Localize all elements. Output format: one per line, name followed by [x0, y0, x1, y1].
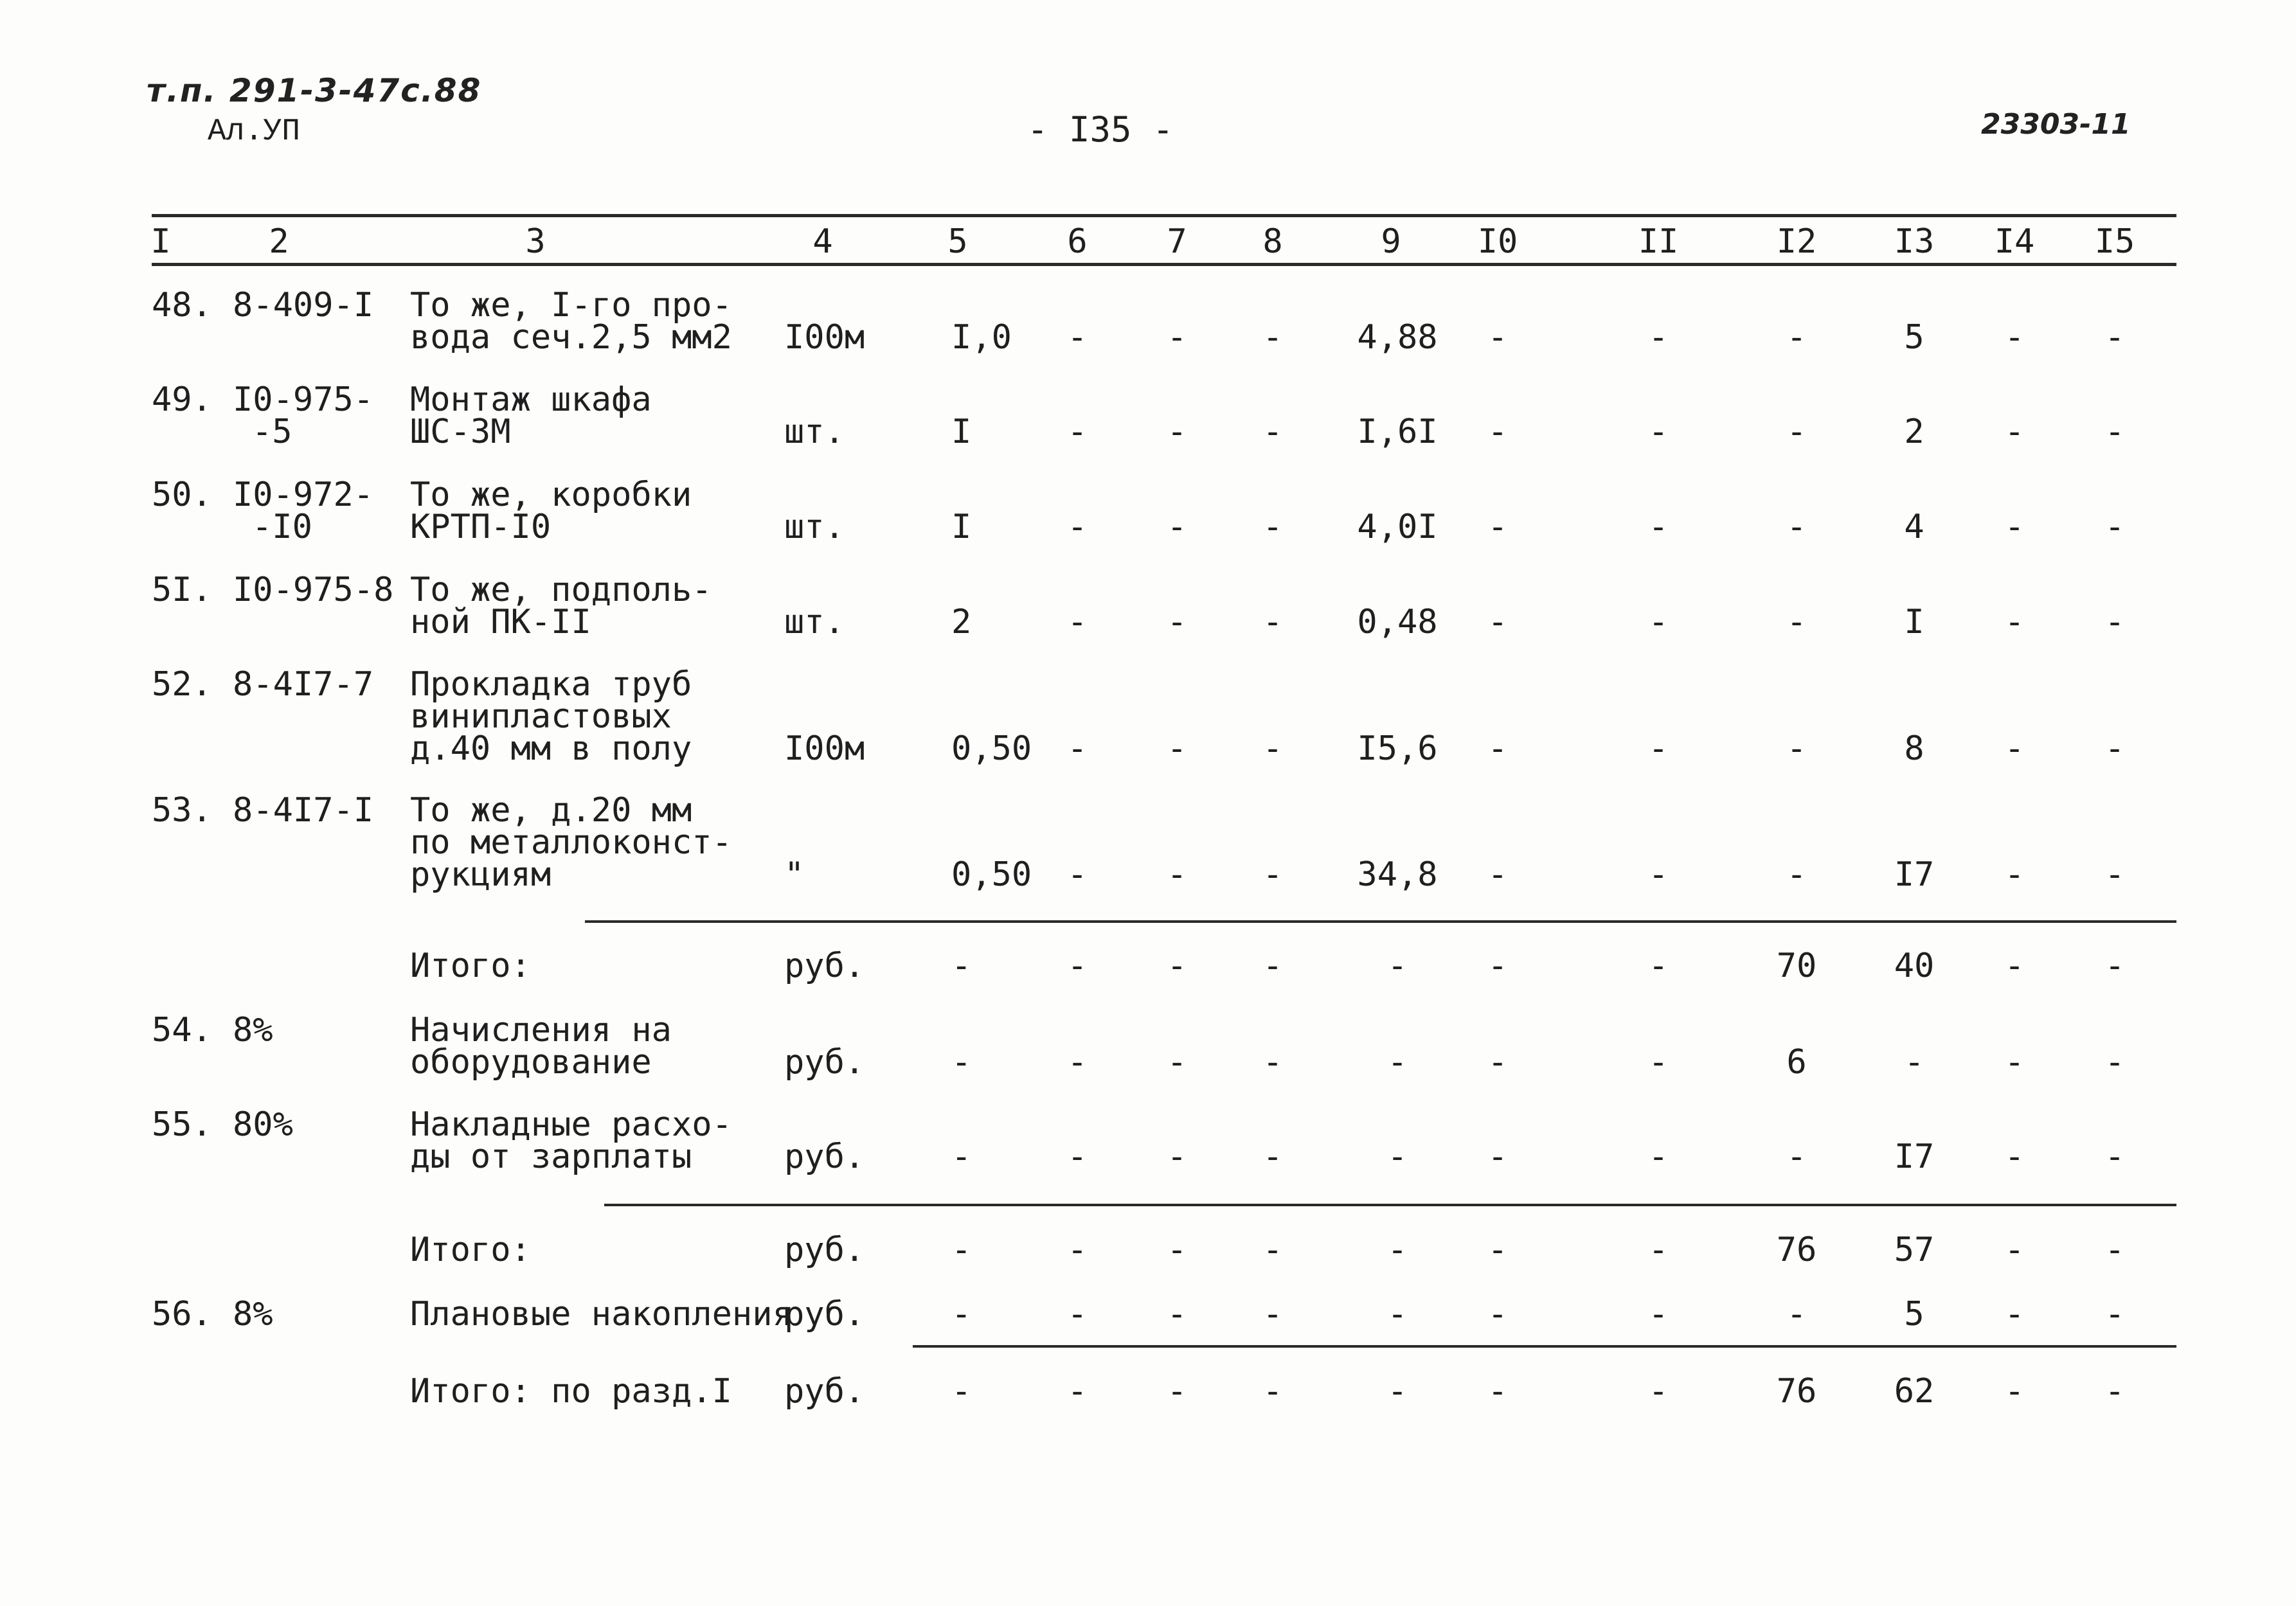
rate-code: -5 — [252, 413, 292, 451]
row-description: То же, подполь- — [410, 571, 712, 609]
value-col-11: - — [1648, 947, 1669, 985]
value-col-9: I,6I — [1357, 413, 1438, 451]
column-header-13: I3 — [1894, 222, 1935, 261]
value-col-12: - — [1786, 603, 1807, 641]
column-header-12: I2 — [1776, 222, 1817, 261]
row-description: КРТП-I0 — [410, 508, 552, 546]
row-description: Прокладка труб — [410, 665, 692, 704]
row-description: винипластовых — [410, 697, 672, 736]
row-description: ды от зарплаты — [410, 1138, 692, 1176]
value-col-7: - — [1167, 1295, 1187, 1334]
value-col-10: - — [1487, 318, 1508, 357]
value-col-15: - — [2104, 855, 2125, 894]
value-col-8: - — [1262, 603, 1283, 641]
value-col-9: I5,6 — [1357, 729, 1438, 768]
rate-code: I0-975- — [233, 380, 374, 419]
unit-cell: руб. — [784, 1295, 865, 1334]
value-col-9: - — [1387, 1295, 1408, 1334]
rate-code: 8-4I7-7 — [233, 665, 374, 704]
value-col-15: - — [2104, 318, 2125, 357]
value-col-7: - — [1167, 603, 1187, 641]
value-col-10: - — [1487, 508, 1508, 546]
value-col-10: - — [1487, 1231, 1508, 1269]
value-col-12: - — [1786, 855, 1807, 894]
rate-code: 80% — [233, 1105, 293, 1144]
value-col-8: - — [1262, 1372, 1283, 1411]
row-description: Итого: — [410, 947, 531, 985]
value-col-13: 57 — [1894, 1231, 1935, 1269]
value-col-10: - — [1487, 413, 1508, 451]
value-col-11: - — [1648, 855, 1669, 894]
value-col-11: - — [1648, 318, 1669, 357]
value-col-12: 70 — [1776, 947, 1817, 985]
value-col-12: - — [1786, 729, 1807, 768]
value-col-10: - — [1487, 603, 1508, 641]
unit-cell: шт. — [784, 413, 845, 451]
row-number: 5I. — [152, 571, 212, 609]
row-number: 48. — [152, 286, 212, 325]
value-col-13: 5 — [1904, 318, 1924, 357]
column-header-9: 9 — [1381, 222, 1401, 261]
value-col-6: - — [1067, 508, 1088, 546]
row-number: 56. — [152, 1295, 212, 1334]
unit-cell: руб. — [784, 947, 865, 985]
value-col-15: - — [2104, 603, 2125, 641]
row-description: Плановые накопления — [410, 1295, 793, 1334]
value-col-8: - — [1262, 1295, 1283, 1334]
value-col-13: I7 — [1894, 855, 1935, 894]
value-col-14: - — [2004, 603, 2025, 641]
value-col-12: - — [1786, 318, 1807, 357]
value-col-14: - — [2004, 1372, 2025, 1411]
row-description: Накладные расхо- — [410, 1105, 732, 1144]
value-col-11: - — [1648, 1372, 1669, 1411]
value-col-10: - — [1487, 1138, 1508, 1176]
value-col-10: - — [1487, 1295, 1508, 1334]
value-col-13: I — [1904, 603, 1924, 641]
row-description: То же, I-го про- — [410, 286, 732, 325]
value-col-15: - — [2104, 947, 2125, 985]
column-header-10: I0 — [1477, 222, 1518, 261]
row-description: оборудование — [410, 1043, 652, 1082]
value-col-13: 62 — [1894, 1372, 1935, 1411]
value-col-14: - — [2004, 318, 2025, 357]
value-col-6: - — [1067, 855, 1088, 894]
value-col-8: - — [1262, 413, 1283, 451]
page-number: - I35 - — [1027, 109, 1174, 150]
value-col-14: - — [2004, 1231, 2025, 1269]
subtotal-rule-1 — [585, 920, 2176, 923]
value-col-7: - — [1167, 508, 1187, 546]
value-col-14: - — [2004, 1138, 2025, 1176]
value-col-8: - — [1262, 1138, 1283, 1176]
row-description: Итого: — [410, 1231, 531, 1269]
value-col-7: - — [1167, 855, 1187, 894]
value-col-10: - — [1487, 947, 1508, 985]
quantity-cell: I,0 — [951, 318, 1012, 357]
value-col-15: - — [2104, 1372, 2125, 1411]
row-description: Итого: по разд.I — [410, 1372, 732, 1411]
column-header-14: I4 — [1994, 222, 2035, 261]
quantity-cell: 2 — [951, 603, 972, 641]
value-col-9: 0,48 — [1357, 603, 1438, 641]
value-col-10: - — [1487, 1372, 1508, 1411]
project-code: т.п. 291-3-47с.88 — [147, 72, 482, 109]
header-bottom-rule — [152, 263, 2176, 266]
column-header-4: 4 — [812, 222, 833, 261]
row-number: 55. — [152, 1105, 212, 1144]
quantity-cell: - — [951, 1372, 972, 1411]
value-col-8: - — [1262, 729, 1283, 768]
value-col-14: - — [2004, 1043, 2025, 1082]
value-col-11: - — [1648, 603, 1669, 641]
rate-code: 8-409-I — [233, 286, 374, 325]
row-description: ШС-3М — [410, 413, 511, 451]
value-col-6: - — [1067, 1295, 1088, 1334]
value-col-8: - — [1262, 508, 1283, 546]
document-number: 23303-11 — [1981, 108, 2131, 141]
value-col-9: - — [1387, 1231, 1408, 1269]
value-col-7: - — [1167, 413, 1187, 451]
quantity-cell: - — [951, 947, 972, 985]
value-col-10: - — [1487, 855, 1508, 894]
value-col-8: - — [1262, 1043, 1283, 1082]
value-col-7: - — [1167, 1231, 1187, 1269]
unit-cell: I00м — [784, 318, 865, 357]
column-header-11: II — [1638, 222, 1679, 261]
value-col-14: - — [2004, 1295, 2025, 1334]
rate-code: -I0 — [252, 508, 312, 546]
unit-cell: руб. — [784, 1043, 865, 1082]
value-col-11: - — [1648, 1295, 1669, 1334]
column-header-3: 3 — [525, 222, 546, 261]
value-col-13: - — [1904, 1043, 1924, 1082]
value-col-9: 34,8 — [1357, 855, 1438, 894]
column-header-2: 2 — [269, 222, 289, 261]
row-description: Монтаж шкафа — [410, 380, 652, 419]
quantity-cell: I — [951, 508, 972, 546]
value-col-14: - — [2004, 947, 2025, 985]
value-col-11: - — [1648, 1138, 1669, 1176]
value-col-15: - — [2104, 1043, 2125, 1082]
value-col-12: 76 — [1776, 1231, 1817, 1269]
value-col-6: - — [1067, 413, 1088, 451]
row-description: ной ПК-II — [410, 603, 591, 641]
value-col-12: 76 — [1776, 1372, 1817, 1411]
value-col-14: - — [2004, 855, 2025, 894]
value-col-12: - — [1786, 1138, 1807, 1176]
row-description: д.40 мм в полу — [410, 729, 692, 768]
value-col-13: 40 — [1894, 947, 1935, 985]
quantity-cell: - — [951, 1231, 972, 1269]
value-col-12: 6 — [1786, 1043, 1807, 1082]
value-col-6: - — [1067, 729, 1088, 768]
quantity-cell: - — [951, 1043, 972, 1082]
quantity-cell: - — [951, 1295, 972, 1334]
value-col-6: - — [1067, 1138, 1088, 1176]
unit-cell: руб. — [784, 1231, 865, 1269]
value-col-13: 4 — [1904, 508, 1924, 546]
value-col-7: - — [1167, 318, 1187, 357]
unit-cell: шт. — [784, 508, 845, 546]
rate-code: 8% — [233, 1295, 273, 1334]
quantity-cell: I — [951, 413, 972, 451]
row-number: 52. — [152, 665, 212, 704]
unit-cell: " — [784, 855, 805, 894]
unit-cell: I00м — [784, 729, 865, 768]
value-col-8: - — [1262, 947, 1283, 985]
value-col-14: - — [2004, 413, 2025, 451]
column-header-6: 6 — [1067, 222, 1088, 261]
rate-code: 8% — [233, 1011, 273, 1049]
value-col-15: - — [2104, 729, 2125, 768]
value-col-14: - — [2004, 508, 2025, 546]
value-col-6: - — [1067, 1231, 1088, 1269]
column-header-5: 5 — [947, 222, 968, 261]
row-description: То же, д.20 мм — [410, 791, 692, 830]
value-col-13: 5 — [1904, 1295, 1924, 1334]
table-top-rule — [152, 214, 2176, 217]
value-col-7: - — [1167, 947, 1187, 985]
value-col-15: - — [2104, 413, 2125, 451]
value-col-15: - — [2104, 1231, 2125, 1269]
column-header-8: 8 — [1262, 222, 1283, 261]
value-col-10: - — [1487, 729, 1508, 768]
row-description: по металлоконст- — [410, 823, 732, 862]
value-col-9: - — [1387, 947, 1408, 985]
quantity-cell: 0,50 — [951, 855, 1032, 894]
rate-code: I0-972- — [233, 476, 374, 514]
value-col-8: - — [1262, 1231, 1283, 1269]
value-col-15: - — [2104, 1295, 2125, 1334]
column-header-1: I — [150, 222, 171, 261]
value-col-6: - — [1067, 1043, 1088, 1082]
value-col-11: - — [1648, 413, 1669, 451]
value-col-11: - — [1648, 508, 1669, 546]
value-col-6: - — [1067, 318, 1088, 357]
quantity-cell: - — [951, 1138, 972, 1176]
row-description: То же, коробки — [410, 476, 692, 514]
rate-code: I0-975-8 — [233, 571, 394, 609]
value-col-6: - — [1067, 947, 1088, 985]
value-col-10: - — [1487, 1043, 1508, 1082]
value-col-7: - — [1167, 1043, 1187, 1082]
value-col-7: - — [1167, 729, 1187, 768]
row-description: Начисления на — [410, 1011, 672, 1049]
column-header-15: I5 — [2094, 222, 2135, 261]
value-col-9: - — [1387, 1043, 1408, 1082]
value-col-6: - — [1067, 603, 1088, 641]
value-col-14: - — [2004, 729, 2025, 768]
value-col-13: 2 — [1904, 413, 1924, 451]
row-number: 50. — [152, 476, 212, 514]
row-number: 54. — [152, 1011, 212, 1049]
row-number: 49. — [152, 380, 212, 419]
value-col-11: - — [1648, 1043, 1669, 1082]
unit-cell: шт. — [784, 603, 845, 641]
value-col-9: 4,0I — [1357, 508, 1438, 546]
value-col-7: - — [1167, 1372, 1187, 1411]
value-col-8: - — [1262, 318, 1283, 357]
value-col-11: - — [1648, 1231, 1669, 1269]
value-col-9: - — [1387, 1138, 1408, 1176]
quantity-cell: 0,50 — [951, 729, 1032, 768]
value-col-13: 8 — [1904, 729, 1924, 768]
value-col-8: - — [1262, 855, 1283, 894]
row-description: рукциям — [410, 855, 552, 894]
row-number: 53. — [152, 791, 212, 830]
value-col-15: - — [2104, 1138, 2125, 1176]
value-col-7: - — [1167, 1138, 1187, 1176]
unit-cell: руб. — [784, 1372, 865, 1411]
value-col-15: - — [2104, 508, 2125, 546]
value-col-12: - — [1786, 508, 1807, 546]
row-description: вода сеч.2,5 мм2 — [410, 318, 732, 357]
value-col-9: 4,88 — [1357, 318, 1438, 357]
value-col-9: - — [1387, 1372, 1408, 1411]
value-col-6: - — [1067, 1372, 1088, 1411]
value-col-12: - — [1786, 413, 1807, 451]
subtotal-rule-3 — [913, 1345, 2176, 1348]
value-col-13: I7 — [1894, 1138, 1935, 1176]
subtotal-rule-2 — [604, 1204, 2176, 1206]
column-header-7: 7 — [1167, 222, 1187, 261]
album-label: Ал.УП — [208, 114, 301, 149]
unit-cell: руб. — [784, 1138, 865, 1176]
value-col-12: - — [1786, 1295, 1807, 1334]
rate-code: 8-4I7-I — [233, 791, 374, 830]
value-col-11: - — [1648, 729, 1669, 768]
